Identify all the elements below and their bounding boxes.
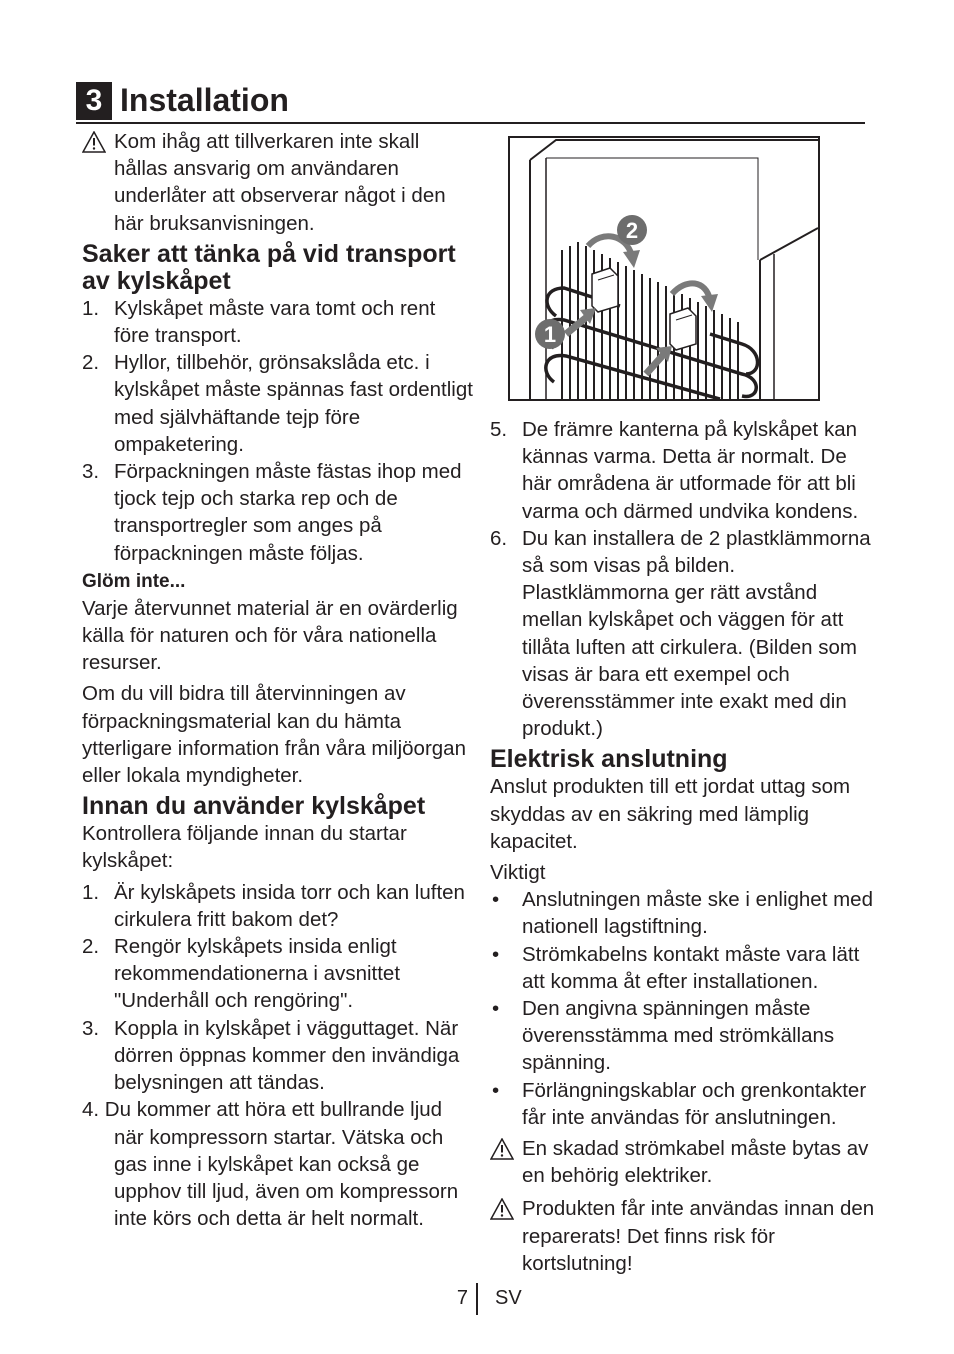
manufacturer-warning [82, 128, 474, 237]
item-text: Kylskåpet måste vara tomt och rent före transport. [114, 296, 436, 348]
list-item [82, 879, 474, 933]
item-text: De främre kanterna på kylskåpet kan kännas varma. Detta är normalt. De här områdena är utformade för att bli varma och därmed undvika kondens. [522, 418, 859, 523]
transport-heading: Saker att tänka på vid transport av kylskåpet [82, 239, 456, 295]
plastic-clip [592, 268, 618, 312]
callout-2 [617, 215, 647, 245]
item-text: Förlängningskablar och grenkontakter får inte användas för anslutningen. [522, 1078, 867, 1129]
continued-list [490, 416, 876, 742]
left-column [82, 128, 474, 1232]
bullet-icon: • [492, 942, 500, 966]
item-text: Hyllor, tillbehör, grönsakslåda etc. i kylskåpet måste spännas fast ordentligt med självhäftande tejp före ompaketering. [114, 351, 473, 456]
page-footer [0, 1283, 954, 1317]
footer-divider [476, 1283, 478, 1315]
item-number: 3. [82, 460, 100, 484]
figure-illustration [510, 138, 818, 399]
remember-paragraph-1: Varje återvunnet material är en ovärderlig källa för naturen och för våra nationella resurser. [82, 596, 458, 675]
item-text: Koppla in kylskåpet i vägguttaget. När dörren öppnas kommer den invändiga belysningen att tändas. [114, 1016, 460, 1095]
callout-2-label: 2 [625, 218, 639, 243]
list-item [82, 933, 474, 1015]
item-number: 1. [82, 880, 100, 904]
item-text-first-line: 4. Du kommer att höra ett bullrande ljud [82, 1098, 443, 1122]
callout-1 [535, 319, 565, 349]
electrical-heading: Elektrisk anslutning [490, 745, 728, 774]
list-item [82, 458, 474, 567]
electrical-bullets [490, 886, 876, 1131]
list-item [490, 886, 876, 940]
item-number: 6. [490, 526, 508, 550]
important-label: Viktigt [490, 861, 546, 885]
warning-text: Kom ihåg att tillverkaren inte skall hållas ansvarig om användaren underlåter att observerar något i den här bruksanvisningen. [114, 130, 446, 235]
item-text: Är kylskåpets insida torr och kan luften cirkulera fritt bakom det? [114, 880, 465, 931]
list-item [490, 525, 876, 743]
item-text: Förpackningen måste fästas ihop med tjock tejp och starka rep och de transportregler som anges på förpackningen måste följas. [114, 460, 462, 565]
before-use-heading: Innan du använder kylskåpet [82, 792, 426, 821]
clip-installation-figure [508, 136, 820, 401]
cable-warning [490, 1135, 876, 1189]
warning-icon [82, 131, 106, 153]
before-use-intro: Kontrollera följande innan du startar kylskåpet: [82, 822, 407, 873]
item-text: Du kan installera de 2 plastklämmorna så som visas på bilden. Plastklämmorna ger rätt avstånd mellan kylskåpet och väggen för att tillåta luften att cirkulera. (Bilden som visas är bara ett exempel och överensstämmer inte exakt med din produkt.) [522, 526, 871, 741]
page-number: 7 [456, 1287, 468, 1309]
item-text: när kompressorn startar. Vätska och gas inne i kylskåpet kan också ge upphov till ljud, även om kompressorn inte körs och detta är helt normalt. [114, 1125, 459, 1231]
list-item [82, 1015, 474, 1097]
list-item [490, 1077, 876, 1131]
remember-heading: Glöm inte... [82, 570, 186, 592]
warning-icon [490, 1138, 514, 1160]
arrow-icon [672, 283, 718, 312]
item-text: Den angivna spänningen måste överensstämma med strömkällans spänning. [522, 997, 835, 1075]
item-number: 3. [82, 1016, 100, 1040]
item-number: 5. [490, 418, 508, 441]
section-heading [76, 80, 865, 124]
transport-list [82, 295, 474, 567]
before-use-list [82, 879, 474, 1233]
list-item [82, 349, 474, 458]
section-title: Installation [120, 82, 289, 118]
section-number: 3 [76, 82, 112, 120]
electrical-intro: Anslut produkten till ett jordat uttag som skyddas av en säkring med lämplig kapacitet. [490, 775, 851, 853]
list-item [490, 995, 876, 1077]
list-item [82, 295, 474, 349]
item-text: Anslutningen måste ske i enlighet med nationell lagstiftning. [522, 888, 873, 939]
bullet-icon: • [492, 997, 500, 1021]
bullet-icon: • [492, 888, 500, 912]
bullet-icon: • [492, 1078, 500, 1102]
right-column [490, 416, 876, 1277]
warning-text: Produkten får inte användas innan den reparerats! Det finns risk för kortslutning! [522, 1197, 875, 1275]
language-code: SV [495, 1287, 522, 1309]
warning-icon [490, 1198, 514, 1220]
item-text: Rengör kylskåpets insida enligt rekommendationerna i avsnittet "Underhåll och rengöring". [114, 935, 401, 1013]
item-number: 1. [82, 296, 100, 320]
item-text: Strömkabelns kontakt måste vara lätt att komma åt efter installationen. [522, 942, 860, 993]
warning-text: En skadad strömkabel måste bytas av en behörig elektriker. [522, 1137, 869, 1188]
plastic-clip [670, 308, 696, 350]
list-item [490, 416, 876, 525]
callout-1-label: 1 [543, 322, 557, 347]
list-item [82, 1096, 474, 1232]
repair-warning [490, 1195, 876, 1277]
item-number: 2. [82, 351, 100, 375]
item-number: 2. [82, 935, 100, 959]
remember-paragraph-2: Om du vill bidra till återvinningen av förpackningsmaterial kan du hämta ytterligare information från våra miljöorgan eller lokala myndigheter. [82, 682, 466, 788]
list-item [490, 941, 876, 995]
